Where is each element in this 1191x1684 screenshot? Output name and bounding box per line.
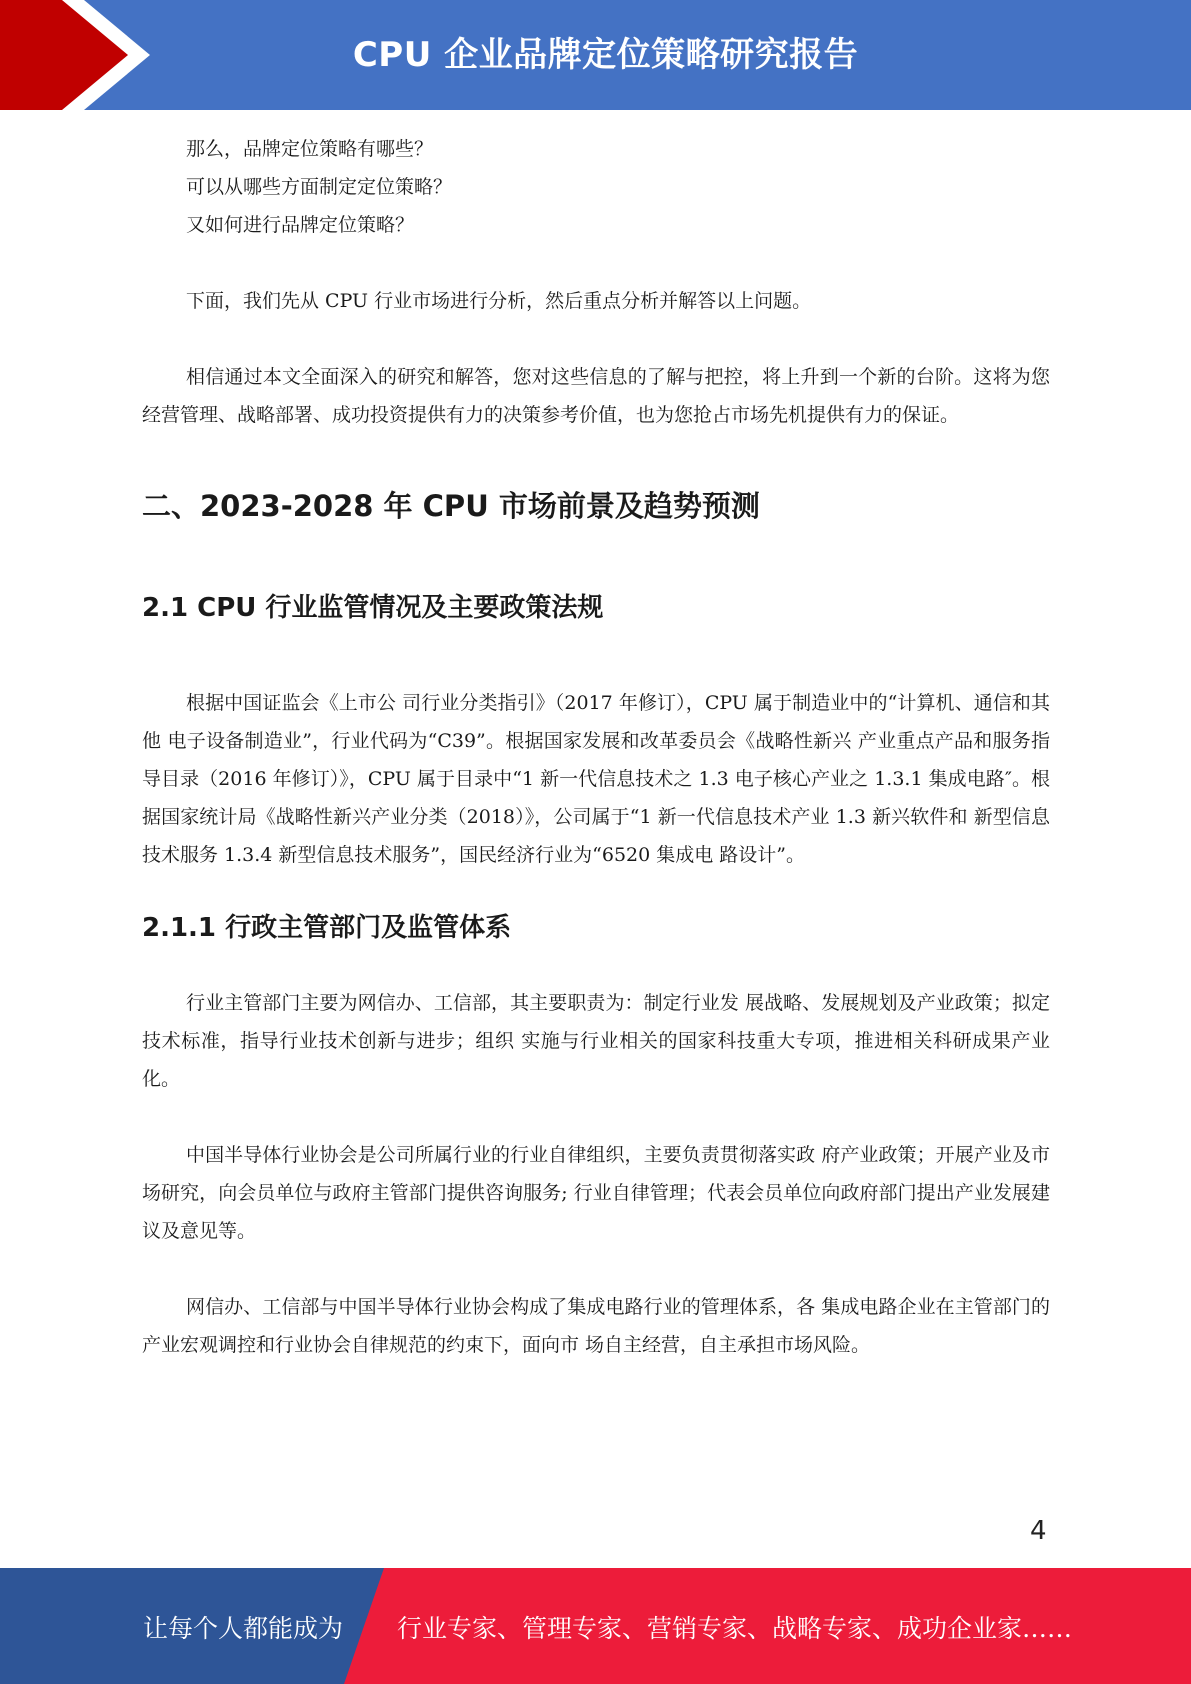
intro-paragraph-2: 相信通过本文全面深入的研究和解答，您对这些信息的了解与把控，将上升到一个新的台阶。这将为您经营管理、战略部署、成功投资提供有力的决策参考价值，也为您抢占市场先机提供有力的保证。 — [142, 366, 1050, 426]
page-footer — [0, 1568, 1191, 1684]
page-number: 4 — [1030, 1516, 1047, 1546]
document-body — [142, 130, 1050, 1364]
report-title: CPU 企业品牌定位策略研究报告 — [352, 35, 859, 75]
question-2: 可以从哪些方面制定定位策略？ — [186, 176, 453, 198]
question-1: 那么，品牌定位策略有哪些？ — [186, 138, 434, 160]
question-3: 又如何进行品牌定位策略？ — [186, 214, 415, 236]
policy-paragraph: 根据中国证监会《上市公 司行业分类指引》（2017 年修订），CPU 属于制造业中的“计算机、通信和其他 电子设备制造业”，行业代码为“C39”。根据国家发展和改革委员会《战略性新兴 产业重点产品和服务指导目录（2016 年修订）》，CPU 属于目录中“1 新一代信息技术之 1.3 电子核心产业之 1.3.1 集成电路″。根据国家统计局《战略性新兴产业分类（2018）》，公司属于“1 新一代信息技术产业 1.3 新兴软件和 新型信息技术服务 1.3.4 新型信息技术服务”，国民经济行业为“6520 集成电 路设计”。 — [142, 692, 1050, 866]
footer-slogan-left: 让每个人都能成为 — [143, 1614, 344, 1643]
page-header — [0, 0, 1191, 110]
subsection-heading-2-1: 2.1 CPU 行业监管情况及主要政策法规 — [142, 593, 604, 623]
regulator-paragraph-3: 网信办、工信部与中国半导体行业协会构成了集成电路行业的管理体系，各 集成电路企业在主管部门的产业宏观调控和行业协会自律规范的约束下，面向市 场自主经营，自主承担市场风险。 — [142, 1296, 1050, 1356]
intro-paragraph-1: 下面，我们先从 CPU 行业市场进行分析，然后重点分析并解答以上问题。 — [186, 290, 812, 312]
subsection-heading-2-1-1: 2.1.1 行政主管部门及监管体系 — [142, 913, 512, 943]
section-heading: 二、2023-2028 年 CPU 市场前景及趋势预测 — [142, 489, 760, 523]
regulator-paragraph-1: 行业主管部门主要为网信办、工信部，其主要职责为：制定行业发 展战略、发展规划及产业政策；拟定技术标准，指导行业技术创新与进步；组织 实施与行业相关的国家科技重大专项，推进相关科研成果产业化。 — [142, 992, 1050, 1090]
regulator-paragraph-2: 中国半导体行业协会是公司所属行业的行业自律组织，主要负责贯彻落实政 府产业政策；开展产业及市场研究，向会员单位与政府主管部门提供咨询服务; 行业自律管理；代表会员单位向政府部门提出产业发展建议及意见等。 — [142, 1144, 1050, 1242]
footer-slogan-right: 行业专家、管理专家、营销专家、战略专家、成功企业家…… — [397, 1614, 1073, 1643]
